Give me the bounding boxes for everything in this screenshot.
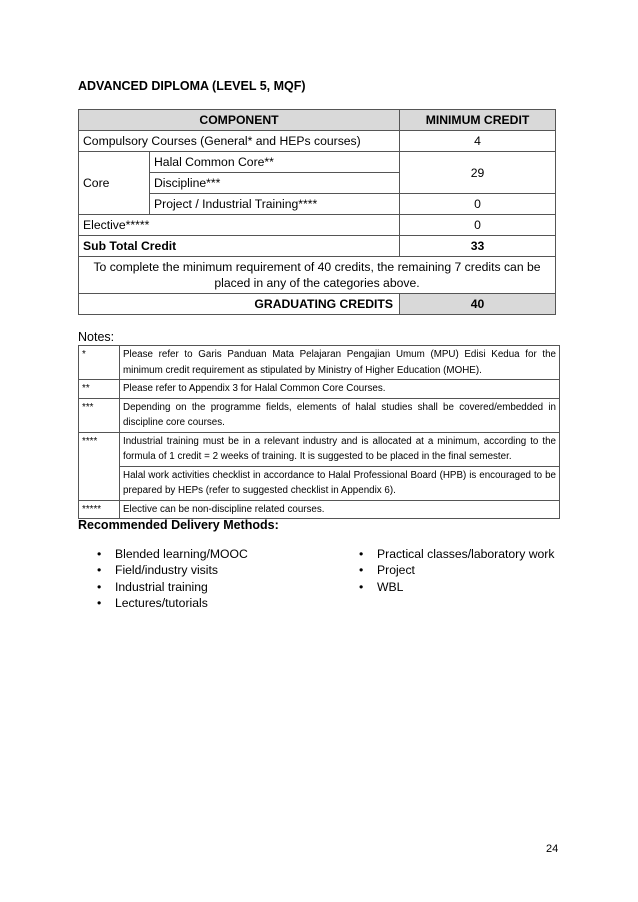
note-row [79,380,560,399]
table-row [79,131,556,152]
note-mark: * [79,346,120,380]
list-item-label: Lectures/tutorials [115,595,208,610]
delivery-methods-list-right [354,546,574,595]
note-text: Industrial training must be in a relevant industry and is allocated at a minimum, according to the formula of 1 credit = 2 weeks of training. It is suggested to be placed in the final semester. [120,432,560,466]
note-text: Please refer to Appendix 3 for Halal Common Core Courses. [120,380,560,399]
elective-value: 0 [400,215,556,236]
note-row [79,346,560,380]
list-item-label: Practical classes/laboratory work [377,547,555,561]
delivery-methods-title: Recommended Delivery Methods: [78,518,279,532]
discipline-label: Discipline*** [150,173,400,194]
table-row [79,257,556,294]
list-item [354,546,574,562]
bullet-icon: • [97,563,102,578]
list-item [354,579,574,595]
section-heading: ADVANCED DIPLOMA (LEVEL 5, MQF) [78,79,306,93]
page-number: 24 [546,843,559,855]
table-row [79,215,556,236]
note-text: Elective can be non-discipline related courses. [120,500,560,519]
list-item-label: WBL [377,579,404,594]
note-row [79,398,560,432]
core-label: Core [79,152,150,215]
halal-core-label: Halal Common Core** [150,152,400,173]
bullet-icon: • [359,563,364,578]
note-mark: ** [79,380,120,399]
note-mark: **** [79,432,120,500]
bullet-icon: • [359,579,364,594]
list-item-label: Industrial training [115,579,208,594]
note-text: Halal work activities checklist in accordance to Halal Professional Board (HPB) is encouraged to be prepared by HEPs (refer to suggested checklist in Appendix 6). [120,466,560,500]
notes-title: Notes: [78,330,115,344]
list-item [354,562,574,578]
credit-table [78,109,556,315]
table-row [79,236,556,257]
note-text: Please refer to Garis Panduan Mata Pelajaran Pengajian Umum (MPU) Edisi Kedua for the minimum credit requirement as stipulated by Ministry of Higher Education (MOHE). [120,346,560,380]
note-mark: *** [79,398,120,432]
project-value: 0 [400,194,556,215]
note-row [79,500,560,519]
table-header-row [79,110,556,131]
list-item-label: Field/industry visits [115,563,218,578]
graduating-label: GRADUATING CREDITS [79,294,400,315]
table-row [79,194,556,215]
list-item [92,595,322,611]
min-credit-header: MINIMUM CREDIT [400,110,556,131]
bullet-icon: • [97,595,102,610]
compulsory-value: 4 [400,131,556,152]
project-label: Project / Industrial Training**** [150,194,400,215]
delivery-methods-list-left [92,546,322,611]
notes-table [78,345,560,519]
elective-label: Elective***** [79,215,400,236]
bullet-icon: • [97,547,102,561]
remaining-credit-note: To complete the minimum requirement of 40 credits, the remaining 7 credits can be placed in any of the categories above. [79,257,556,294]
note-mark: ***** [79,500,120,519]
subtotal-label: Sub Total Credit [79,236,400,257]
subtotal-value: 33 [400,236,556,257]
note-row [79,432,560,466]
component-header: COMPONENT [79,110,400,131]
list-item [92,579,322,595]
table-row [79,152,556,173]
note-text: Depending on the programme fields, elements of halal studies shall be covered/embedded in discipline core courses. [120,398,560,432]
list-item-label: Blended learning/MOOC [115,547,248,561]
bullet-icon: • [97,579,102,594]
list-item [92,562,322,578]
list-item [92,546,322,562]
list-item-label: Project [377,563,415,578]
table-row [79,294,556,315]
core-value: 29 [400,152,556,194]
bullet-icon: • [359,547,364,561]
compulsory-label: Compulsory Courses (General* and HEPs courses) [79,131,400,152]
graduating-value: 40 [400,294,556,315]
note-row [79,466,560,500]
